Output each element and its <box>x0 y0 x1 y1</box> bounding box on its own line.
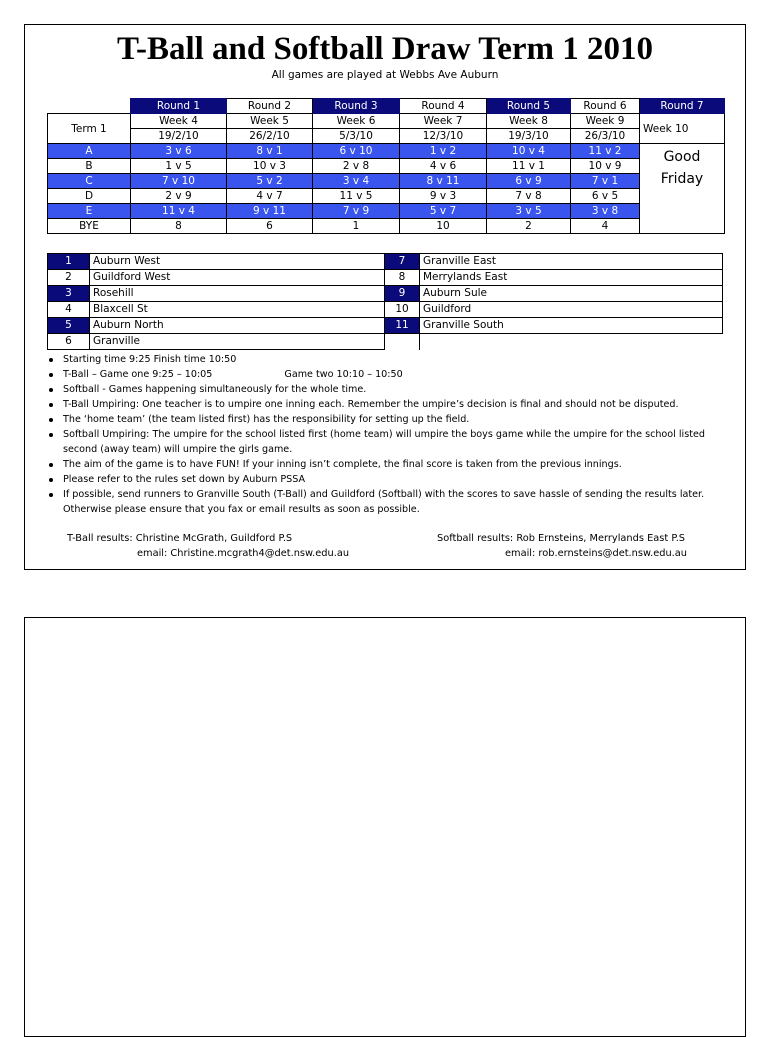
game-cell: 9 v 3 <box>400 189 487 204</box>
team-number: 10 <box>385 302 420 318</box>
date-label: 19/3/10 <box>487 129 571 144</box>
team-number: 4 <box>48 302 90 318</box>
week-row <box>48 114 725 129</box>
field-label: BYE <box>48 219 131 234</box>
blank-sheet <box>24 617 746 1037</box>
good-friday-line1: Good <box>663 149 701 165</box>
date-label: 26/3/10 <box>571 129 640 144</box>
team-row <box>48 334 723 350</box>
game-cell: 7 v 10 <box>131 174 227 189</box>
game-cell: 11 v 4 <box>131 204 227 219</box>
softball-umpiring-note-cont: second (away team) will umpire the girls game. <box>63 444 293 455</box>
bye-cell: 1 <box>313 219 400 234</box>
field-label: A <box>48 144 131 159</box>
team-name: Blaxcell St <box>90 302 385 318</box>
tball-results-contact: T-Ball results: Christine McGrath, Guildford P.S <box>67 533 293 544</box>
list-item <box>63 472 763 487</box>
game-cell: 4 v 6 <box>400 159 487 174</box>
game-cell: 2 v 8 <box>313 159 400 174</box>
team-name: Merrylands East <box>420 270 723 286</box>
team-name: Guildford West <box>90 270 385 286</box>
runners-note-cont: Otherwise please ensure that you fax or email results as soon as possible. <box>63 504 420 515</box>
draw-sheet <box>24 24 746 570</box>
date-label: 5/3/10 <box>313 129 400 144</box>
game-cell: 10 v 4 <box>487 144 571 159</box>
rules-list <box>47 352 763 517</box>
team-name: Auburn West <box>90 254 385 270</box>
game-cell: 9 v 11 <box>227 204 313 219</box>
tball-game-two: Game two 10:10 – 10:50 <box>284 369 403 380</box>
team-name: Granville East <box>420 254 723 270</box>
game-cell: 7 v 1 <box>571 174 640 189</box>
list-item <box>63 457 763 472</box>
softball-results-contact: Softball results: Rob Ernsteins, Merrylands East P.S <box>437 533 686 544</box>
bye-cell: 2 <box>487 219 571 234</box>
game-cell: 8 v 11 <box>400 174 487 189</box>
term-label: Term 1 <box>48 114 131 144</box>
week-label: Week 6 <box>313 114 400 129</box>
game-cell: 7 v 9 <box>313 204 400 219</box>
week-label: Week 7 <box>400 114 487 129</box>
tball-umpiring-note: T-Ball Umpiring: One teacher is to umpire one inning each. Remember the umpire’s decision is final and should not be disputed. <box>63 399 679 410</box>
game-cell: 10 v 9 <box>571 159 640 174</box>
week-label: Week 5 <box>227 114 313 129</box>
game-cell: 1 v 5 <box>131 159 227 174</box>
list-item <box>63 382 763 397</box>
bye-cell: 6 <box>227 219 313 234</box>
team-name: Auburn Sule <box>420 286 723 302</box>
team-number: 6 <box>48 334 90 350</box>
team-number: 7 <box>385 254 420 270</box>
round-label: Round 7 <box>640 99 725 114</box>
week-label: Week 9 <box>571 114 640 129</box>
round-label: Round 3 <box>313 99 400 114</box>
game-cell: 7 v 8 <box>487 189 571 204</box>
softball-results-email: email: rob.ernsteins@det.nsw.edu.au <box>505 548 687 559</box>
round-header-row <box>48 99 725 114</box>
date-label: 12/3/10 <box>400 129 487 144</box>
game-cell: 11 v 5 <box>313 189 400 204</box>
field-label: D <box>48 189 131 204</box>
week-label: Week 4 <box>131 114 227 129</box>
game-cell: 3 v 4 <box>313 174 400 189</box>
field-label: C <box>48 174 131 189</box>
game-cell: 3 v 5 <box>487 204 571 219</box>
good-friday-note <box>640 144 725 234</box>
game-row-b <box>48 159 725 174</box>
home-team-note: The ‘home team’ (the team listed first) has the responsibility for setting up the field. <box>63 414 470 425</box>
list-item <box>63 352 763 367</box>
date-label: 26/2/10 <box>227 129 313 144</box>
tball-results-email: email: Christine.mcgrath4@det.nsw.edu.au <box>137 548 350 559</box>
bye-row <box>48 219 725 234</box>
team-name: Granville <box>90 334 385 350</box>
field-label: E <box>48 204 131 219</box>
aim-note: The aim of the game is to have FUN! If your inning isn’t complete, the final score is taken from the previous innings. <box>63 459 622 470</box>
team-number: 2 <box>48 270 90 286</box>
team-row <box>48 302 723 318</box>
list-item <box>63 367 763 382</box>
game-row-c <box>48 174 725 189</box>
team-name: Guildford <box>420 302 723 318</box>
game-cell: 6 v 9 <box>487 174 571 189</box>
field-label: B <box>48 159 131 174</box>
start-finish-note: Starting time 9:25 Finish time 10:50 <box>63 354 237 365</box>
team-number: 11 <box>385 318 420 334</box>
empty-cell <box>385 334 420 350</box>
game-cell: 11 v 1 <box>487 159 571 174</box>
team-number: 8 <box>385 270 420 286</box>
team-name: Granville South <box>420 318 723 334</box>
team-number: 3 <box>48 286 90 302</box>
round-label: Round 2 <box>227 99 313 114</box>
game-cell: 5 v 7 <box>400 204 487 219</box>
empty-cell <box>420 334 723 350</box>
bye-cell: 4 <box>571 219 640 234</box>
list-item <box>63 487 763 517</box>
bye-cell: 8 <box>131 219 227 234</box>
game-cell: 11 v 2 <box>571 144 640 159</box>
bye-cell: 10 <box>400 219 487 234</box>
game-cell: 10 v 3 <box>227 159 313 174</box>
week-label: Week 8 <box>487 114 571 129</box>
good-friday-line2: Friday <box>660 171 704 187</box>
team-number: 9 <box>385 286 420 302</box>
draw-table <box>47 98 725 234</box>
game-cell: 4 v 7 <box>227 189 313 204</box>
softball-umpiring-note: Softball Umpiring: The umpire for the school listed first (home team) will umpire the boys game while the umpire for the school listed <box>63 429 705 440</box>
game-row-d <box>48 189 725 204</box>
list-item <box>63 397 763 412</box>
teams-table <box>47 253 723 350</box>
game-row-a <box>48 144 725 159</box>
game-cell: 2 v 9 <box>131 189 227 204</box>
rules-note: Please refer to the rules set down by Auburn PSSA <box>63 474 306 485</box>
softball-note: Softball - Games happening simultaneously for the whole time. <box>63 384 367 395</box>
team-row <box>48 254 723 270</box>
list-item <box>63 427 763 457</box>
list-item <box>63 412 763 427</box>
game-cell: 6 v 5 <box>571 189 640 204</box>
game-row-e <box>48 204 725 219</box>
round-label: Round 6 <box>571 99 640 114</box>
round-label: Round 4 <box>400 99 487 114</box>
page-title: T-Ball and Softball Draw Term 1 2010 <box>116 31 654 67</box>
team-name: Auburn North <box>90 318 385 334</box>
tball-game-one: T-Ball – Game one 9:25 – 10:05 <box>63 369 213 380</box>
team-row <box>48 286 723 302</box>
game-cell: 3 v 6 <box>131 144 227 159</box>
game-cell: 6 v 10 <box>313 144 400 159</box>
game-cell: 1 v 2 <box>400 144 487 159</box>
round-label: Round 1 <box>131 99 227 114</box>
week-label: Week 10 <box>640 114 725 144</box>
game-cell: 3 v 8 <box>571 204 640 219</box>
page-subtitle: All games are played at Webbs Ave Auburn <box>271 69 499 81</box>
runners-note: If possible, send runners to Granville South (T-Ball) and Guildford (Softball) with the scores to save hassle of sending the results later. <box>63 489 705 500</box>
team-number: 1 <box>48 254 90 270</box>
team-name: Rosehill <box>90 286 385 302</box>
date-row <box>48 129 725 144</box>
team-row <box>48 318 723 334</box>
round-label: Round 5 <box>487 99 571 114</box>
date-label: 19/2/10 <box>131 129 227 144</box>
game-cell: 5 v 2 <box>227 174 313 189</box>
team-row <box>48 270 723 286</box>
game-cell: 8 v 1 <box>227 144 313 159</box>
team-number: 5 <box>48 318 90 334</box>
